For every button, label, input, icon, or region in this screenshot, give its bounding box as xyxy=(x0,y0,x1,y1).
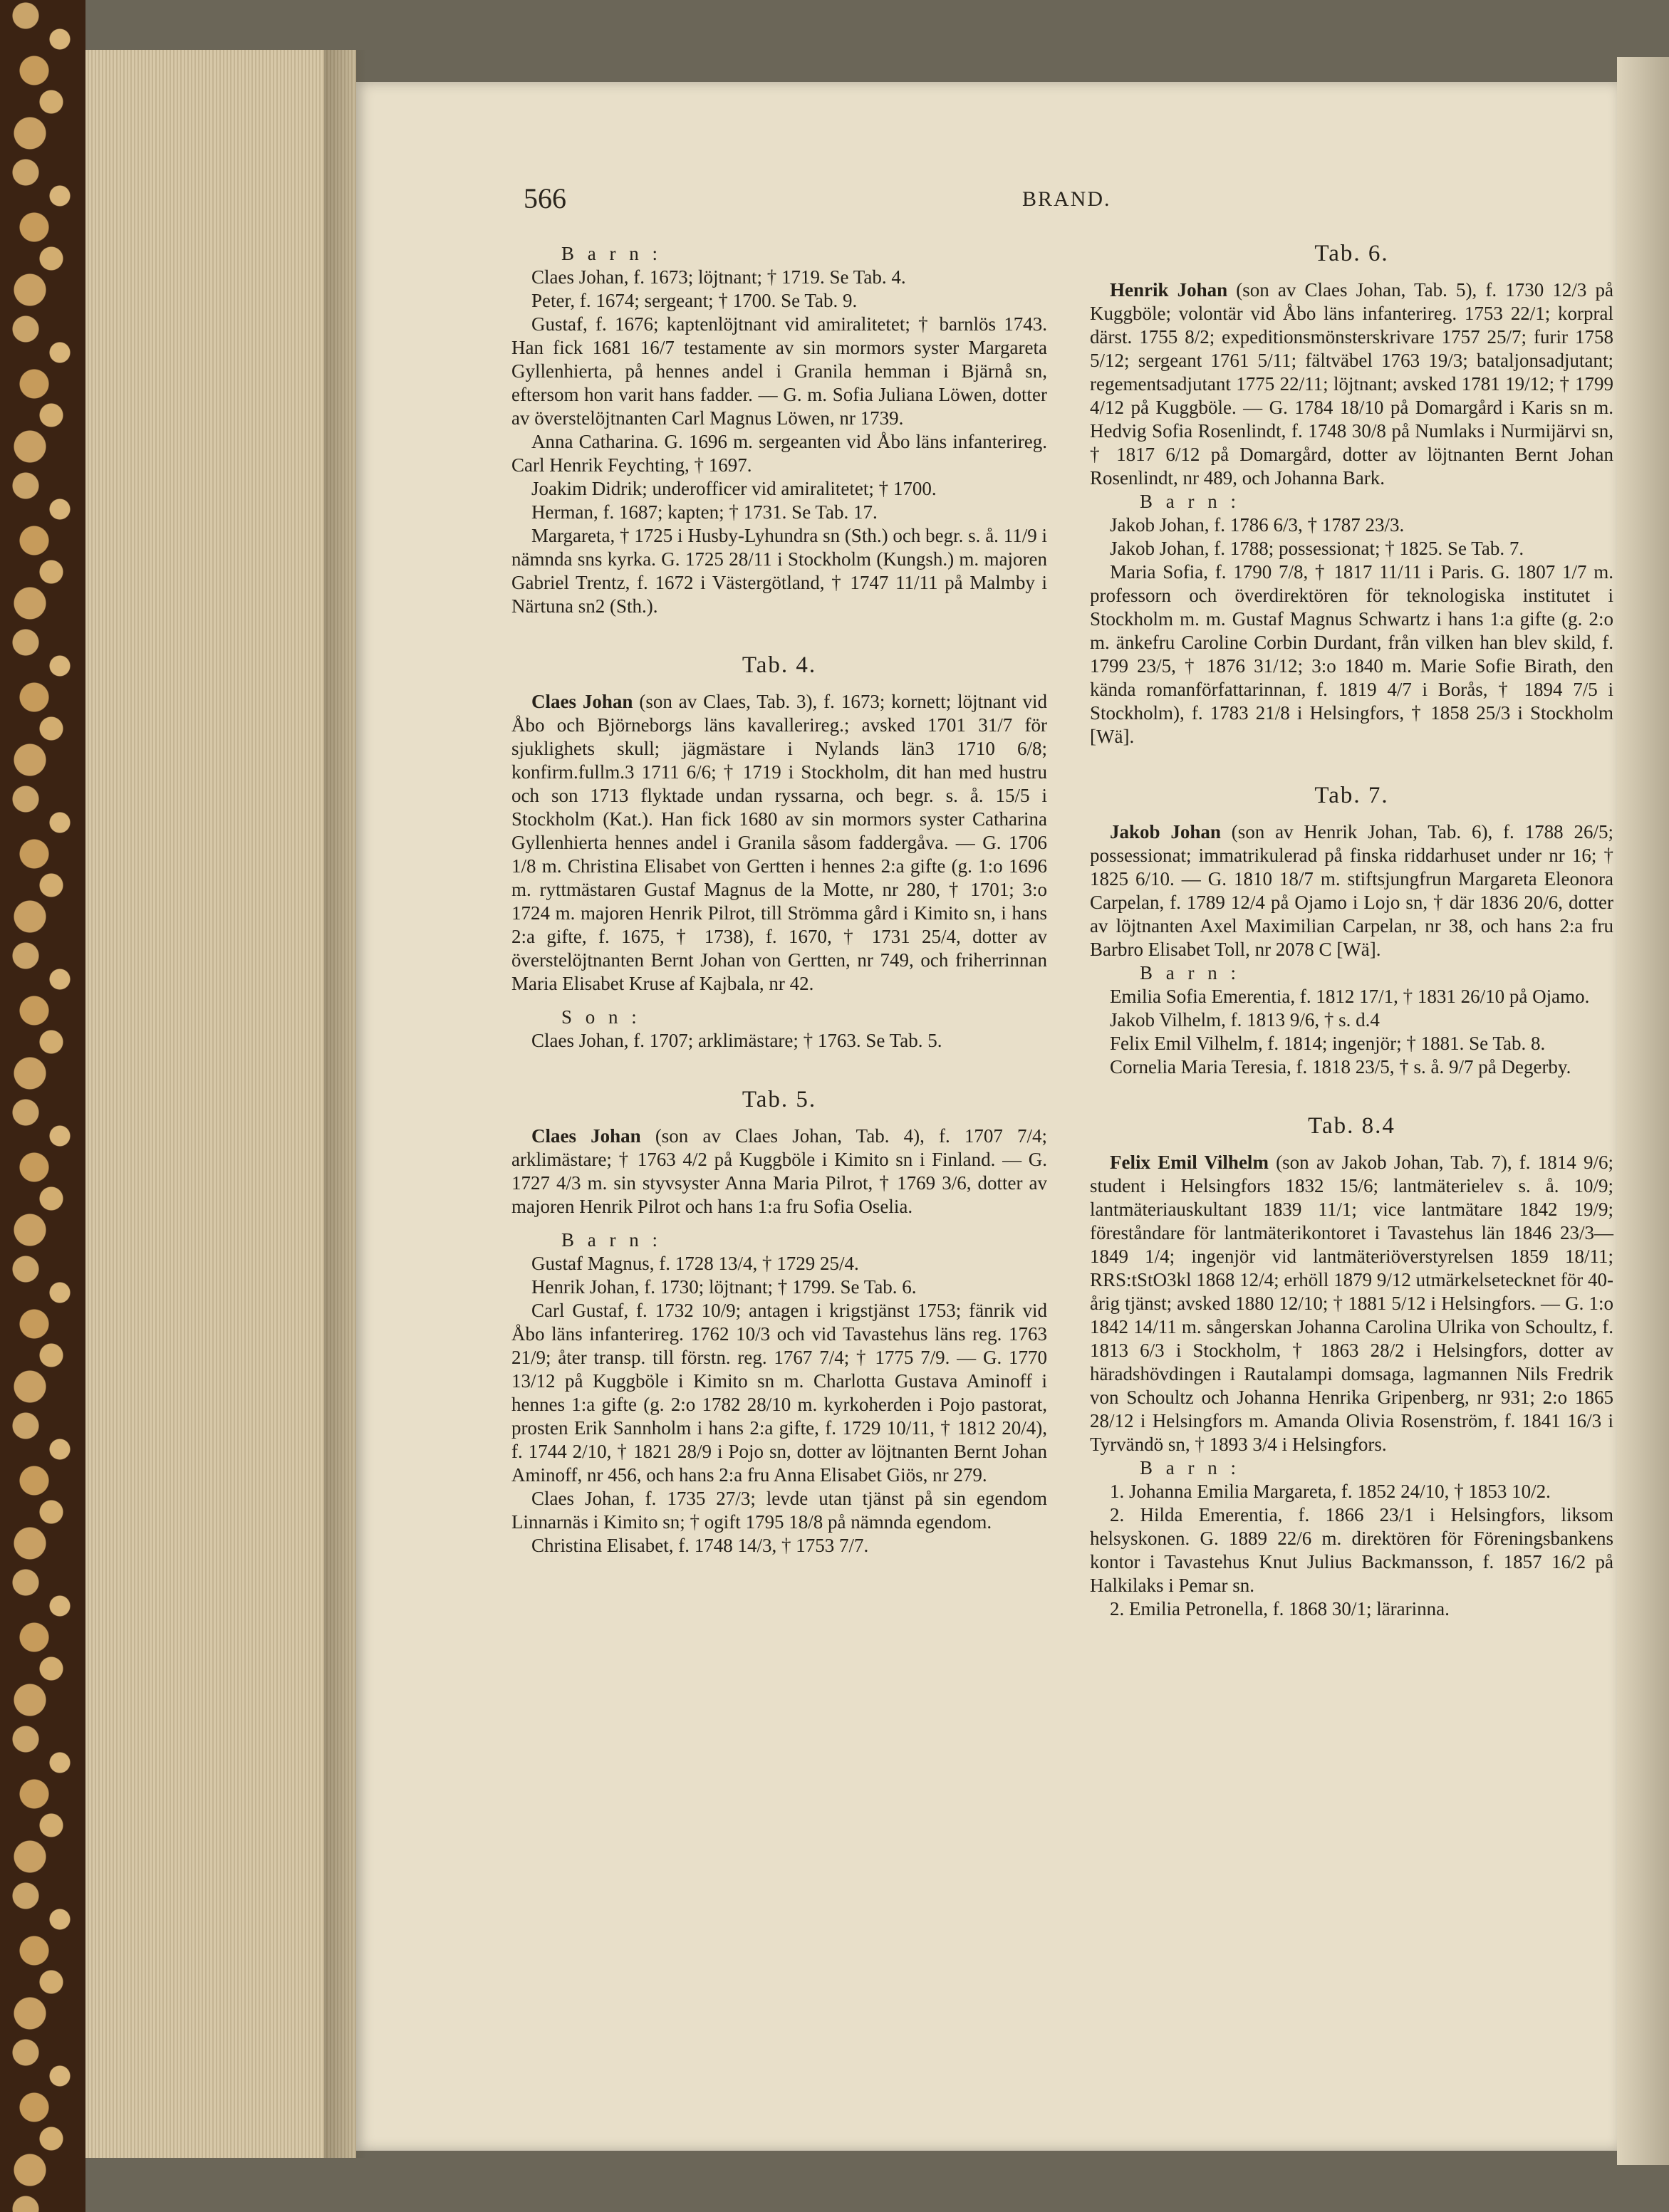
child-entry: Henrik Johan, f. 1730; löjtnant; † 1799. Se Tab. 6. xyxy=(531,1276,917,1298)
tab-5-name: Claes Johan xyxy=(531,1125,641,1147)
barn-label: B a r n : xyxy=(1140,1457,1240,1478)
tab-6-intro xyxy=(1090,278,1613,490)
barn-label: B a r n : xyxy=(1140,491,1240,512)
child-entry: Margareta, † 1725 i Husby-Lyhundra sn (Sth.) och begr. s. å. 11/9 i nämnda sns kyrka. G. 1725 28/11 i Stockholm (Kungsh.) m. majoren Gabriel Trentz, f. 1672 i Västergötland, † 1747 11/11 på Malmby i Närtuna sn2 (Sth.). xyxy=(511,525,1047,617)
child-entry: Felix Emil Vilhelm, f. 1814; ingenjör; † 1881. Se Tab. 8. xyxy=(1110,1033,1546,1054)
son-entry: Claes Johan, f. 1707; arklimästare; † 1763. Se Tab. 5. xyxy=(531,1030,942,1051)
child-entry: Anna Catharina. G. 1696 m. sergeanten vid Åbo läns infanterireg. Carl Henrik Feychting, † 1697. xyxy=(511,431,1047,476)
tab-5-intro xyxy=(511,1125,1047,1219)
child-entry: Claes Johan, f. 1673; löjtnant; † 1719. Se Tab. 4. xyxy=(531,266,906,288)
child-entry: Gustaf Magnus, f. 1728 13/4, † 1729 25/4. xyxy=(531,1253,859,1274)
child-entry: Christina Elisabet, f. 1748 14/3, † 1753 7/7. xyxy=(531,1535,869,1556)
tab-4-intro xyxy=(511,690,1047,996)
tab-4-heading: Tab. 4. xyxy=(742,652,817,678)
tab-7-text: (son av Henrik Johan, Tab. 6), f. 1788 26/5; possessionat; immatrikulerad på finska riddarhuset under nr 16; † 1825 6/10. — G. 1810 18/7 m. stiftsjungfrun Margareta Eleonora Carpelan, f. 1789 12/4 på Ojamo i Lojo sn, † där 1836 20/6, dotter av löjtnanten Axel Maximilian Carpelan, nr 38, och hans 2:a fru Barbro Elisabet Toll, nr 2078 C [Wä]. xyxy=(1090,821,1613,960)
child-entry: 2. Emilia Petronella, f. 1868 30/1; lärarinna. xyxy=(1110,1598,1450,1619)
tab-6-heading: Tab. 6. xyxy=(1314,241,1389,266)
child-entry: Cornelia Maria Teresia, f. 1818 23/5, † s. å. 9/7 på Degerby. xyxy=(1110,1056,1571,1078)
tab-5-heading: Tab. 5. xyxy=(742,1087,817,1112)
child-entry: Jakob Johan, f. 1788; possessionat; † 1825. Se Tab. 7. xyxy=(1110,538,1524,559)
child-entry: Joakim Didrik; underofficer vid amiralitetet; † 1700. xyxy=(531,478,937,499)
page-stack-edge xyxy=(85,50,356,2158)
page-header xyxy=(524,182,1400,224)
child-entry: Maria Sofia, f. 1790 7/8, † 1817 11/11 i Paris. G. 1807 1/7 m. professorn och överdirektören för teknologiska institutet i Stockholm m. m. Gustaf Magnus Schwartz i hans 1:a gifte (g. 2:o m. änkefru Caroline Corbin Durdant, från vilken han blev skild, f. 1799 23/5, † 1876 31/12; 3:o 1840 m. Marie Sofie Birath, den kända romanförfattarinnan, f. 1819 4/7 i Borås, † 1894 7/5 i Stockholm), f. 1783 21/8 i Helsingfors, † 1858 25/3 i Stockholm [Wä]. xyxy=(1090,561,1613,747)
tab-6-name: Henrik Johan xyxy=(1110,279,1228,301)
tab-6-text: (son av Claes Johan, Tab. 5), f. 1730 12/3 på Kuggböle; volontär vid Åbo läns infanterireg. 1753 22/1; korpral därst. 1755 8/2; expeditionsmönsterskrivare 1757 25/7; furir 1758 5/12; sergeant 1761 5/11; fältväbel 1763 19/3; bataljonsadjutant; regementsadjutant 1775 22/11; löjtnant; avsked 1781 19/12; † 1799 4/12 på Kuggböle. — G. 1784 18/10 på Domargård i Karis sn m. Hedvig Sofia Rosenlindt, f. 1748 30/8 på Numlaks i Nurmijärvi sn, † 1817 6/12 på Domargård, dotter av löjtnanten Bernt Johan Rosenlindt, nr 489, och Johanna Bark. xyxy=(1090,279,1613,489)
tab-8-intro xyxy=(1090,1151,1613,1456)
child-entry: 1. Johanna Emilia Margareta, f. 1852 24/10, † 1853 10/2. xyxy=(1110,1481,1551,1502)
child-entry: Herman, f. 1687; kapten; † 1731. Se Tab. 17. xyxy=(531,501,878,523)
tab-7-intro xyxy=(1090,820,1613,961)
tab-4-text: (son av Claes, Tab. 3), f. 1673; kornett; löjtnant vid Åbo och Björneborgs läns kavallerireg.; avsked 1701 31/7 för sjuklighets skull; jägmästare i Nylands län3 1710 6/8; konfirm.fullm.3 1711 6/6; † 1719 i Stockholm, dit han med hustru och son 1713 flyktade undan ryssarna, och begr. s. å. 15/5 i Stockholm (Kat.). Han fick 1680 av sin mormors syster Catharina Gyllenhierta hennes andel i Granila såsom faddergåva. — G. 1706 1/8 m. Christina Elisabet von Gertten i hennes 2:a gifte (g. 1:o 1696 m. ryttmästaren Gustaf Magnus de la Motte, nr 280, † 1701; 3:o 1724 m. majoren Henrik Pilrot, till Strömma gård i Kimito sn, i hans 2:a gifte, f. 1675, † 1738), f. 1670, † 1731 25/4, dotter av överstelöjtnanten Bernt Johan von Gertten, nr 749, och friherrinnan Maria Elisabet Kruse af Kajbala, nr 42. xyxy=(511,691,1047,994)
marbled-book-edge xyxy=(0,0,85,2212)
son-label: S o n : xyxy=(561,1006,641,1028)
child-entry: Carl Gustaf, f. 1732 10/9; antagen i krigstjänst 1753; fänrik vid Åbo läns infanterireg. 1762 10/3 och vid Tavastehus läns reg. 1763 21/9; åter transp. till förstn. reg. 1767 7/4; † 1775 7/9. — G. 1770 13/12 på Kuggböle i Kimito sn m. Charlotta Gustava Aminoff i hennes 1:a gifte (g. 2:o 1782 28/10 m. kyrkoherden i Pojo pastorat, prosten Erik Sannholm i hans 2:a gifte, f. 1729 10/11, † 1812 20/4), f. 1744 2/10, † 1821 28/9 i Pojo sn, dotter av löjtnanten Bernt Johan Aminoff, nr 456, och hans 2:a fru Anna Elisabet Giös, nr 279. xyxy=(511,1300,1047,1486)
child-entry: Gustaf, f. 1676; kaptenlöjtnant vid amiralitetet; † barnlös 1743. Han fick 1681 16/7 testamente av sin mormors syster Margareta Gyllenhierta, på hennes andel i Granila hemman i Bjärnå sn, eftersom hon varit hans fadder. — G. m. Sofia Juliana Löwen, dotter av överstelöjtnanten Carl Magnus Löwen, nr 1739. xyxy=(511,313,1047,429)
tab-8-heading: Tab. 8.4 xyxy=(1308,1113,1395,1139)
child-entry: Peter, f. 1674; sergeant; † 1700. Se Tab. 9. xyxy=(531,290,858,311)
running-head: BRAND. xyxy=(1022,187,1111,211)
page-number: 566 xyxy=(524,182,566,214)
barn-label: B a r n : xyxy=(1140,962,1240,984)
barn-label: B a r n : xyxy=(561,1229,662,1251)
tab-8-name: Felix Emil Vilhelm xyxy=(1110,1152,1269,1173)
child-entry: 2. Hilda Emerentia, f. 1866 23/1 i Helsingfors, liksom helsyskonen. G. 1889 22/6 m. direktören för Föreningsbankens kontor i Tavastehus Knut Julius Backmansson, f. 1857 16/2 på Halkilaks i Pemar sn. xyxy=(1090,1504,1613,1596)
tab-7-heading: Tab. 7. xyxy=(1314,783,1389,808)
right-column xyxy=(1090,242,1613,1621)
facing-page-edge xyxy=(1617,57,1669,2165)
barn-label: B a r n : xyxy=(561,243,662,264)
tab-8-text: (son av Jakob Johan, Tab. 7), f. 1814 9/6; student i Helsingfors 1832 15/6; lantmäterielev s. å. 10/9; lantmäteriauskultant 1839 11/1; vice lantmätare 1842 19/9; föreståndare för lantmäterikontoret i Tavastehus län 1846 23/3—1849 1/4; ingenjör vid lantmäteriöverstyrelsen 1859 18/11; RRS:tStO3kl 1868 12/4; erhöll 1879 9/12 utmärkelsetecknet för 40-årig tjänst; avsked 1880 12/10; † 1881 5/12 i Helsingfors. — G. 1:o 1842 14/11 m. sångerskan Johanna Carolina Ulrika von Schoultz, f. 1813 6/3 i Stockholm, † 1863 28/2 i Helsingfors, dotter av häradshövdingen i Rautalampi domsaga, lagmannen Nils Fredrik von Schoultz och Johanna Henrika Gripenberg, nr 931; 2:o 1865 28/12 i Helsingfors m. Amanda Olivia Rosenström, f. 1841 16/3 i Tyrvändö sn, † 1893 3/4 i Helsingfors. xyxy=(1090,1152,1613,1455)
tab-4-name: Claes Johan xyxy=(531,691,633,712)
tab-7-name: Jakob Johan xyxy=(1110,821,1221,842)
child-entry: Jakob Vilhelm, f. 1813 9/6, † s. d.4 xyxy=(1110,1009,1380,1031)
child-entry: Claes Johan, f. 1735 27/3; levde utan tjänst på sin egendom Linnarnäs i Kimito sn; † ogift 1795 18/8 på nämnda egendom. xyxy=(511,1488,1047,1533)
child-entry: Emilia Sofia Emerentia, f. 1812 17/1, † 1831 26/10 på Ojamo. xyxy=(1110,986,1590,1007)
child-entry: Jakob Johan, f. 1786 6/3, † 1787 23/3. xyxy=(1110,514,1405,536)
tab-5-text: (son av Claes Johan, Tab. 4), f. 1707 7/4; arklimästare; † 1763 4/2 på Kuggböle i Kimito sn i Finland. — G. 1727 4/3 m. sin styvsyster Anna Maria Pilrot, † 1769 3/6, dotter av majoren Henrik Pilrot och hans 1:a fru Sofia Oselia. xyxy=(511,1125,1047,1217)
left-column xyxy=(511,242,1047,1558)
